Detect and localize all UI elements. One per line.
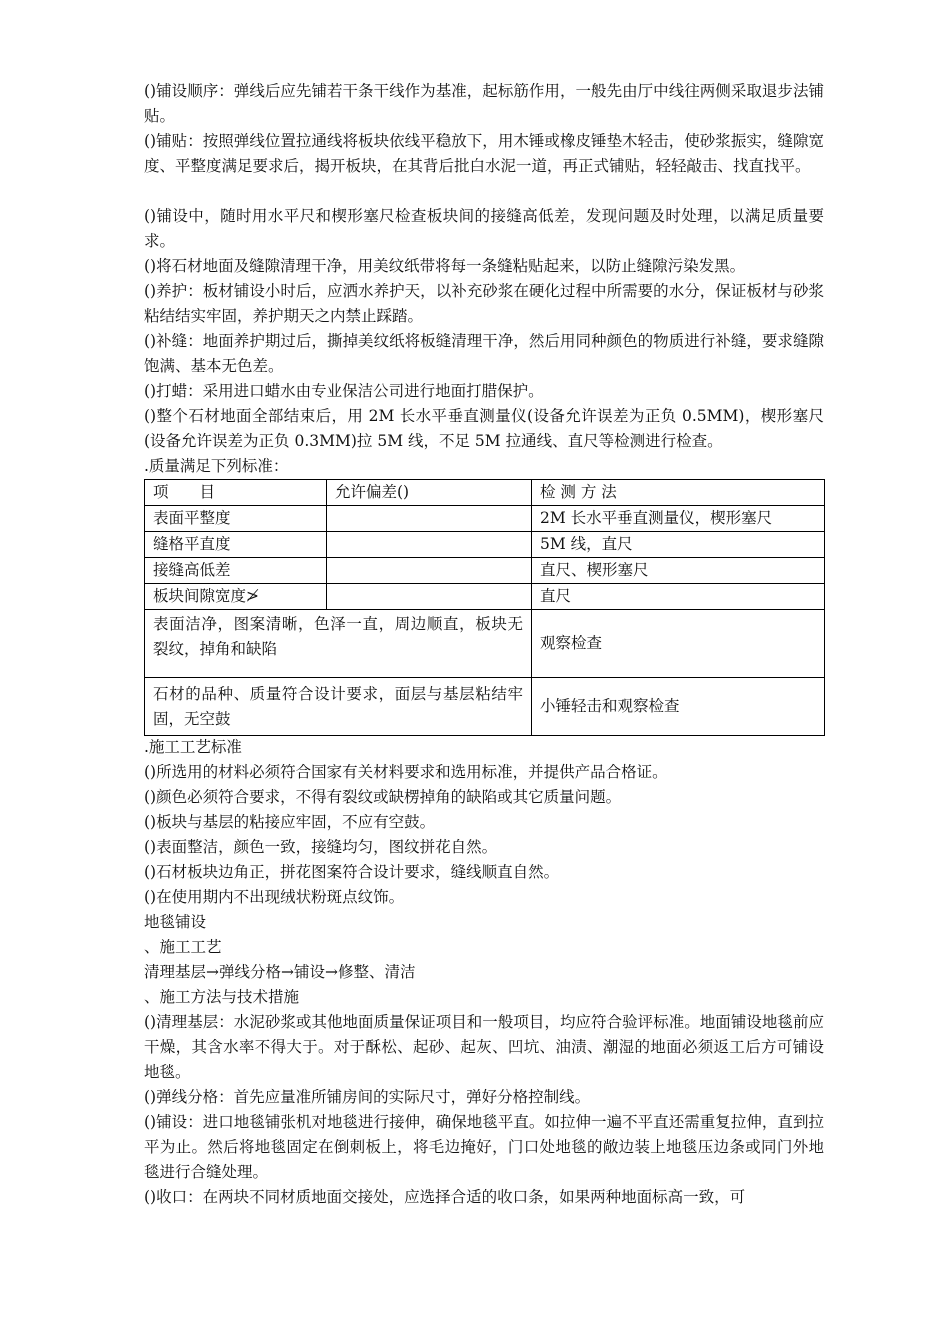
table-row <box>145 558 825 584</box>
table-row <box>145 506 825 532</box>
table-cell: 板块间隙宽度≯ <box>145 584 327 610</box>
paragraph-carpet-laying: ()铺设：进口地毯铺张机对地毯进行接伸，确保地毯平直。如拉伸一遍不平直还需重复拉伸，直到拉平为止。然后将地毯固定在倒刺板上，将毛边掩好，门口处地毯的敞边装上地毯压边条或同门外地毯进行合缝处理。 <box>144 1113 824 1181</box>
paragraph-during-laying: ()铺设中，随时用水平尺和楔形塞尺检查板块间的接缝高低差，发现问题及时处理，以满足质量要求。 <box>144 207 824 250</box>
list-item: ()表面整洁，颜色一致，接缝均匀，图纹拼花自然。 <box>144 838 498 856</box>
list-item: ()所选用的材料必须符合国家有关材料要求和选用标准，并提供产品合格证。 <box>144 763 668 781</box>
table-cell: 表面洁净，图案清晰，色泽一直，周边顺直，板块无裂纹，掉角和缺陷 <box>145 610 532 678</box>
table-cell: 接缝高低差 <box>145 558 327 584</box>
process-heading: 、施工工艺 <box>144 938 222 956</box>
table-cell <box>327 558 532 584</box>
methods-heading: 、施工方法与技术措施 <box>144 988 300 1006</box>
paragraph-base-cleaning: ()清理基层：水泥砂浆或其他地面质量保证项目和一般项目，均应符合验评标准。地面铺设地毯前应干燥，其含水率不得大于。对于酥松、起砂、起灰、凹坑、油渍、潮湿的地面必须返工后方可铺设地毯。 <box>144 1013 824 1081</box>
table-cell: 小锤轻击和观察检查 <box>532 678 825 736</box>
paragraph-joint-filling: ()补缝：地面养护期过后，撕掉美纹纸将板缝清理干净，然后用同种颜色的物质进行补缝，要求缝隙饱满、基本无色差。 <box>144 332 824 375</box>
paragraph-curing: ()养护：板材铺设小时后，应洒水养护天，以补充砂浆在硬化过程中所需要的水分，保证板材与砂浆粘结结实牢固，养护期天之内禁止踩踏。 <box>144 282 824 325</box>
table-cell: 观察检查 <box>532 610 825 678</box>
paragraph-waxing: ()打蜡：采用进口蜡水由专业保洁公司进行地面打腊保护。 <box>144 382 544 400</box>
table-cell: 直尺 <box>532 584 825 610</box>
table-cell <box>327 532 532 558</box>
process-flow: 清理基层→弹线分格→铺设→修整、清洁 <box>144 963 416 981</box>
paragraph-edge-finishing: ()收口：在两块不同材质地面交接处，应选择合适的收口条，如果两种地面标高一致，可 <box>144 1188 746 1206</box>
list-item: ()颜色必须符合要求，不得有裂纹或缺楞掉角的缺陷或其它质量问题。 <box>144 788 622 806</box>
table-row <box>145 532 825 558</box>
table-cell: 2M 长水平垂直测量仪，楔形塞尺 <box>532 506 825 532</box>
quality-standard-table <box>144 479 825 736</box>
table-cell: 5M 线，直尺 <box>532 532 825 558</box>
table-cell: 缝格平直度 <box>145 532 327 558</box>
section-title: 地毯铺设 <box>144 913 207 931</box>
table-cell <box>327 506 532 532</box>
table-cell: 直尺、楔形塞尺 <box>532 558 825 584</box>
table-header-row <box>145 480 825 506</box>
header-item: 项 目 <box>145 480 327 506</box>
paragraph-cleaning: ()将石材地面及缝隙清理干净，用美纹纸带将每一条缝粘贴起来，以防止缝隙污染发黑。 <box>144 257 746 275</box>
header-tolerance: 允许偏差() <box>327 480 532 506</box>
table-row-merged <box>145 678 825 736</box>
table-cell: 表面平整度 <box>145 506 327 532</box>
table-cell <box>327 584 532 610</box>
table-cell: 石材的品种、质量符合设计要求，面层与基层粘结牢固，无空鼓 <box>145 678 532 736</box>
paragraph-inspection: ()整个石材地面全部结束后，用 2M 长水平垂直测量仪(设备允许误差为正负 0.5MM)，楔形塞尺(设备允许误差为正负 0.3MM)拉 5M 线，不足 5M 拉通线、直尺等检测进行检查。 <box>144 407 824 450</box>
paragraph-paving: ()铺贴：按照弹线位置拉通线将板块依线平稳放下，用木锤或橡皮锤垫木轻击，使砂浆振实，缝隙宽度、平整度满足要求后，揭开板块，在其背后批白水泥一道，再正式铺贴，轻轻敲击、找直找平。 <box>144 132 824 175</box>
paragraph-layout-marking: ()弹线分格：首先应量准所铺房间的实际尺寸，弹好分格控制线。 <box>144 1088 591 1106</box>
header-method: 检 测 方 法 <box>532 480 825 506</box>
table-row <box>145 584 825 610</box>
paragraph-laying-order: ()铺设顺序：弹线后应先铺若干条干线作为基准，起标筋作用，一般先由厅中线往两侧采取退步法铺贴。 <box>144 82 824 125</box>
list-item: ()石材板块边角正，拼花图案符合设计要求，缝线顺直自然。 <box>144 863 560 881</box>
list-item: ()在使用期内不出现绒状粉斑点纹饰。 <box>144 888 405 906</box>
craft-standard-heading: .施工工艺标准 <box>144 738 242 756</box>
list-item: ()板块与基层的粘接应牢固，不应有空鼓。 <box>144 813 436 831</box>
table-intro: .质量满足下列标准： <box>144 457 289 475</box>
table-row-merged <box>145 610 825 678</box>
